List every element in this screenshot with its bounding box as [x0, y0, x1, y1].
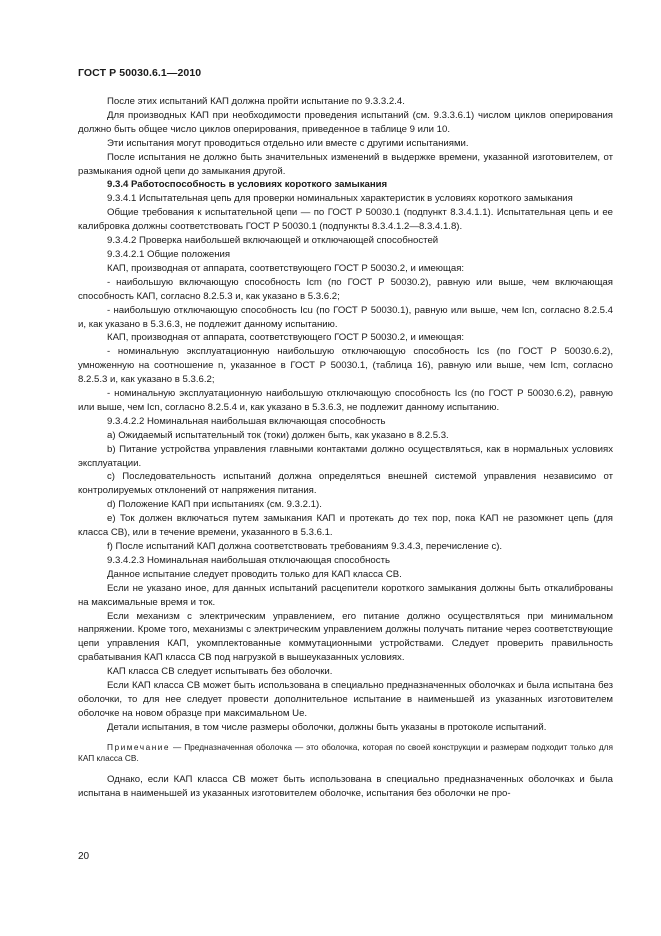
paragraph: КАП, производная от аппарата, соответствующего ГОСТ Р 50030.2, и имеющая: — [107, 332, 465, 344]
list-item: d) Положение КАП при испытаниях (см. 9.3.2.1). — [107, 499, 322, 511]
list-item: - наибольшую включающую способность Icm (по ГОСТ Р 50030.2), равную или выше, чем включающая способность КАП, согласно 8.2.5.3 и, как указано в 5.3.6.2; — [78, 276, 613, 302]
subsection-heading: 9.3.4.2.3 Номинальная наибольшая отключающая способность — [107, 554, 390, 566]
list-item: - наибольшую отключающую способность Icu (по ГОСТ Р 50030.1), равную или выше, чем Icn, согласно 8.2.5.4 и, как указано в 5.3.6.3, не подлежит данному испытанию. — [78, 304, 613, 330]
paragraph: 9.3.4.1 Испытательная цепь для проверки номинальных характеристик в условиях короткого замыкания — [107, 193, 573, 205]
note-label: Примечание — [107, 741, 171, 752]
paragraph: КАП, производная от аппарата, соответствующего ГОСТ Р 50030.2, и имеющая: — [107, 262, 465, 274]
list-item: - номинальную эксплуатационную наибольшую отключающую способность Ics (по ГОСТ Р 50030.6.2), равную или выше, чем Icn, согласно 8.2.5.4 и, как указано в 5.3.6.3, не подлежит данному испытанию. — [78, 388, 613, 413]
list-item: b) Питание устройства управления главными контактами должно осуществляться, как в нормальных условиях эксплуатации. — [78, 443, 613, 469]
subsection-heading: 9.3.4.2 Проверка наибольшей включающей и отключающей способностей — [107, 235, 439, 247]
list-item: - номинальную эксплуатационную наибольшую отключающую способность Ics (по ГОСТ Р 50030.6.2), умноженную на соотношение n, указанное в ГОСТ Р 50030.1, (таблица 16), равную или выше, чем Icm, согласно 8.2.5.3 и, как указано в 5.3.6.2; — [78, 346, 613, 386]
subsection-heading: 9.3.4.2.2 Номинальная наибольшая включающая способность — [107, 415, 386, 427]
paragraph: Если механизм с электрическим управлением, его питание должно осуществляться при минимальном напряжении. Кроме того, механизмы с электрическим управлением должны получать питание через соответствующие цепи управления КАП, укомплектованные коммутационными устройствами. Следует проверить правильность срабатывания КАП класса СВ под нагрузкой в вышеуказанных условиях. — [78, 610, 613, 664]
paragraph: Эти испытания могут проводиться отдельно или вместе с другими испытаниями. — [107, 137, 469, 149]
subsection-heading: 9.3.4.2.1 Общие положения — [107, 248, 231, 260]
list-item: e) Ток должен включаться путем замыкания КАП и протекать до тех пор, пока КАП не разомкнет цепь (для класса СВ), или в течение времени, указанного в 5.3.6.1. — [78, 513, 613, 539]
paragraph: После испытания не должно быть значительных изменений в выдержке времени, указанной изготовителем, от размыкания одной цепи до замыкания другой. — [78, 151, 613, 177]
document-header: ГОСТ Р 50030.6.1—2010 — [78, 67, 202, 79]
paragraph: КАП класса СВ следует испытывать без оболочки. — [107, 666, 333, 678]
paragraph: Для производных КАП при необходимости проведения испытаний (см. 9.3.3.6.1) числом циклов оперирования должно быть общее число циклов оперирования, приведенное в таблице 9 или 10. — [78, 109, 613, 135]
list-item: f) После испытаний КАП должна соответствовать требованиям 9.3.4.3, перечисление с). — [107, 541, 503, 552]
paragraph: Общие требования к испытательной цепи — по ГОСТ Р 50030.1 (подпункт 8.3.4.1.1). Испытательная цепь и ее калибровка должны соответствовать ГОСТ Р 50030.1 (подпункты 8.3.4.1.2—8.3.4.1.8). — [78, 207, 613, 233]
paragraph: Детали испытания, в том числе размеры оболочки, должны быть указаны в протоколе испытаний. — [107, 721, 547, 733]
document-body — [78, 95, 613, 801]
note-text: — Предназначенная оболочка — это оболочка, которая по своей конструкции и размерам подходит только для КАП класса СВ. — [78, 741, 614, 764]
section-heading-9-3-4: 9.3.4 Работоспособность в условиях короткого замыкания — [107, 179, 388, 191]
paragraph: Если не указано иное, для данных испытаний расцепители короткого замыкания должны быть откалиброваны на максимальные время и ток. — [78, 582, 613, 608]
page-number: 20 — [78, 851, 90, 862]
list-item: c) Последовательность испытаний должна определяться внешней системой управления независимо от контролируемых отклонений от напряжения питания. — [78, 471, 613, 497]
paragraph: Если КАП класса СВ может быть использована в специально предназначенных оболочках и была испытана без оболочки, то для нее следует провести дополнительное испытание в наименьшей из указанных изготовителем оболочке на новом образце при максимальном Ue. — [78, 680, 613, 719]
list-item: а) Ожидаемый испытательный ток (токи) должен быть, как указано в 8.2.5.3. — [107, 429, 449, 441]
note — [78, 742, 613, 765]
paragraph: После этих испытаний КАП должна пройти испытание по 9.3.3.2.4. — [107, 96, 405, 107]
paragraph: Однако, если КАП класса СВ может быть использована в специально предназначенных оболочках и была испытана в наименьшей из указанных изготовителем оболочке, испытания без оболочки не про- — [78, 773, 613, 799]
paragraph: Данное испытание следует проводить только для КАП класса СВ. — [107, 568, 402, 580]
